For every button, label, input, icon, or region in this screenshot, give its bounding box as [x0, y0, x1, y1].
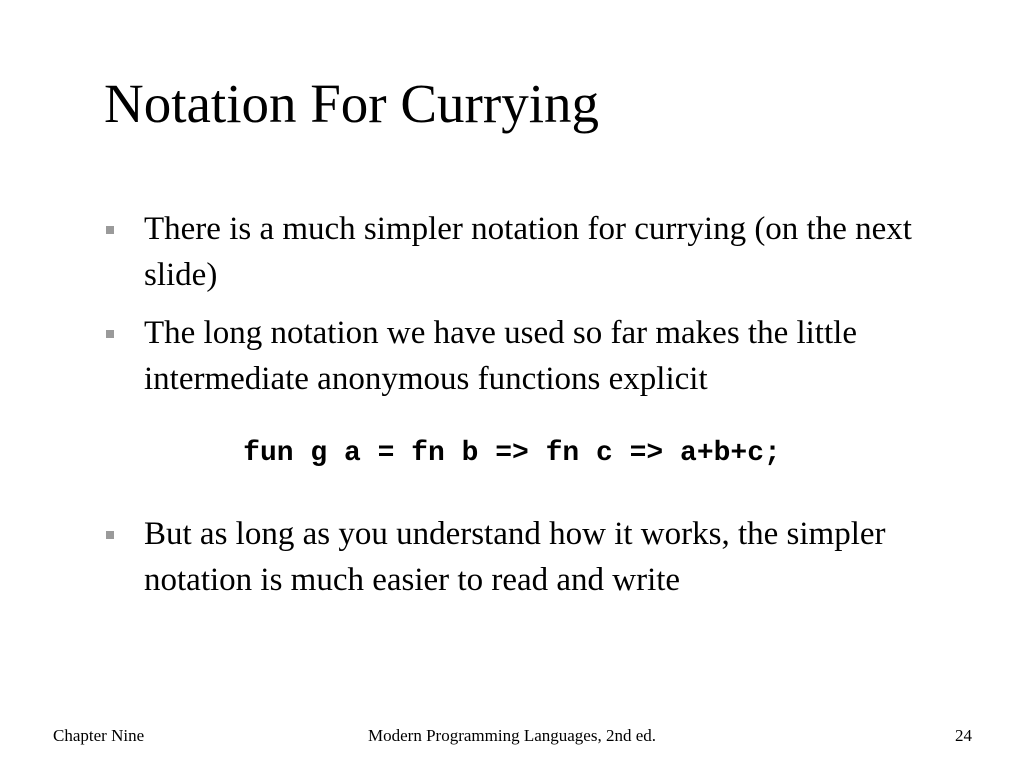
bullet-item	[144, 310, 974, 402]
bullet-item	[144, 511, 974, 603]
footer-page-number: 24	[955, 726, 972, 745]
bullet-text: But as long as you understand how it works, the simpler notation is much easier to read and write	[144, 516, 886, 598]
square-bullet-icon	[106, 531, 114, 539]
footer-book-title: Modern Programming Languages, 2nd ed.	[368, 726, 656, 745]
square-bullet-icon	[106, 226, 114, 234]
bullet-item	[144, 206, 974, 298]
bullet-text: There is a much simpler notation for currying (on the next slide)	[144, 211, 912, 293]
code-example: fun g a = fn b => fn c => a+b+c;	[243, 438, 781, 469]
square-bullet-icon	[106, 330, 114, 338]
footer-chapter: Chapter Nine	[53, 726, 145, 745]
slide-title: Notation For Currying	[104, 73, 599, 134]
bullet-text: The long notation we have used so far makes the little intermediate anonymous functions explicit	[144, 315, 857, 397]
